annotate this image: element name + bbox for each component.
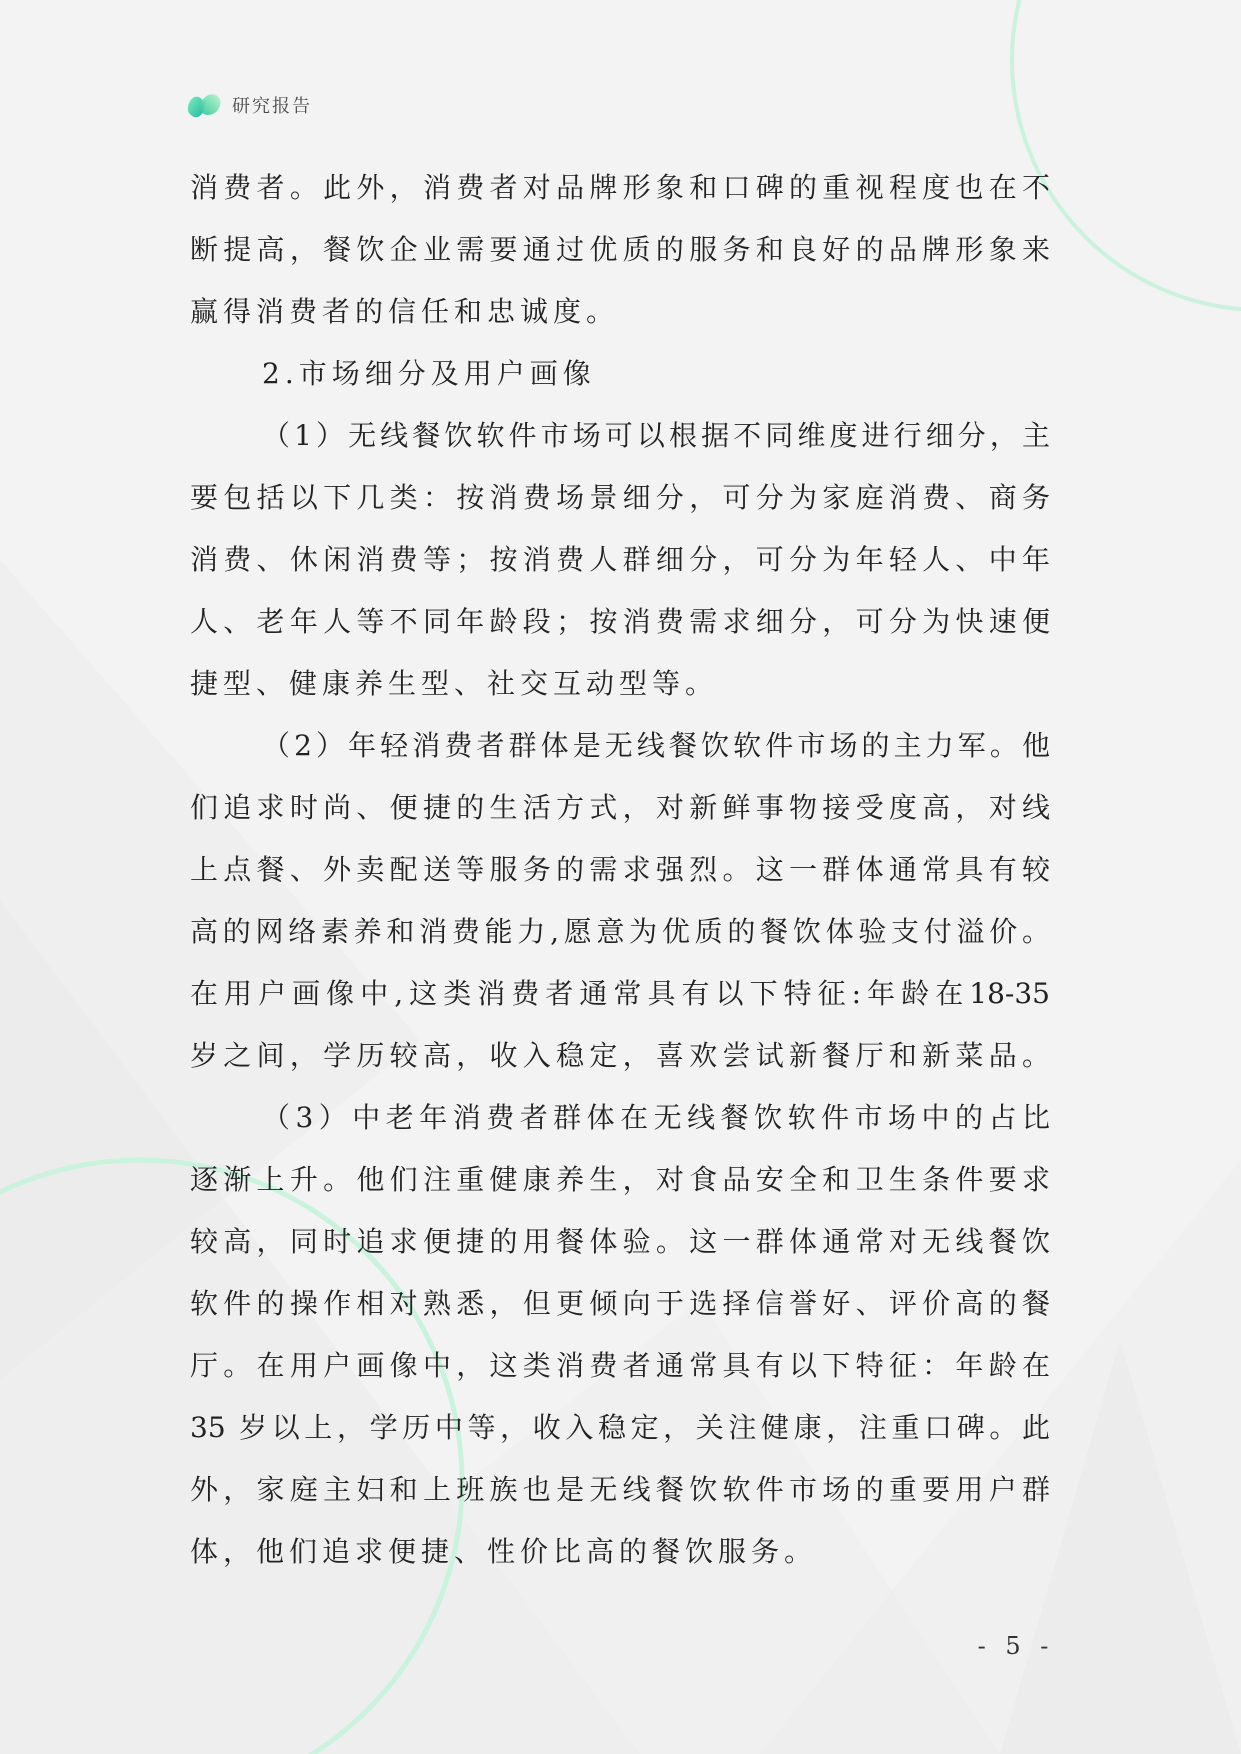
body-line: （1）无线餐饮软件市场可以根据不同维度进行细分，主 [262, 419, 1050, 452]
section-heading: 2.市场细分及用户画像 [262, 357, 596, 390]
body-line: 在用户画像中,这类消费者通常具有以下特征:年龄在18-35 [190, 977, 1050, 1010]
body-line: 消费者。此外，消费者对品牌形象和口碑的重视程度也在不 [190, 171, 1050, 204]
body-line: 厅。在用户画像中，这类消费者通常具有以下特征：年龄在 [190, 1349, 1050, 1382]
body-line: 35 岁以上，学历中等，收入稳定，关注健康，注重口碑。此 [190, 1411, 1050, 1444]
body-line: 逐渐上升。他们注重健康养生，对食品安全和卫生条件要求 [190, 1163, 1050, 1196]
body-line: 高的网络素养和消费能力,愿意为优质的餐饮体验支付溢价。 [190, 915, 1050, 948]
body-line: 断提高，餐饮企业需要通过优质的服务和良好的品牌形象来 [190, 233, 1050, 266]
body-line: 较高，同时追求便捷的用餐体验。这一群体通常对无线餐饮 [190, 1225, 1050, 1258]
body-line: 上点餐、外卖配送等服务的需求强烈。这一群体通常具有较 [190, 853, 1050, 886]
leaf-logo-icon [186, 89, 222, 121]
body-line: 岁之间，学历较高，收入稳定，喜欢尝试新餐厅和新菜品。 [190, 1039, 1050, 1072]
document-body [190, 157, 1050, 1583]
body-line: 体，他们追求便捷、性价比高的餐饮服务。 [190, 1535, 818, 1568]
body-line: 们追求时尚、便捷的生活方式，对新鲜事物接受度高，对线 [190, 791, 1050, 824]
body-line: 软件的操作相对熟悉，但更倾向于选择信誉好、评价高的餐 [190, 1287, 1050, 1320]
body-line: 捷型、健康养生型、社交互动型等。 [190, 667, 719, 700]
page-header [186, 88, 312, 122]
body-line: 赢得消费者的信任和忠诚度。 [190, 295, 620, 328]
body-line: 外，家庭主妇和上班族也是无线餐饮软件市场的重要用户群 [190, 1473, 1050, 1506]
page-number: - 5 - [977, 1632, 1055, 1660]
body-line: （3）中老年消费者群体在无线餐饮软件市场中的占比 [262, 1101, 1050, 1134]
body-line: 人、老年人等不同年龄段；按消费需求细分，可分为快速便 [190, 605, 1050, 638]
body-line: （2）年轻消费者群体是无线餐饮软件市场的主力军。他 [262, 729, 1050, 762]
body-line: 消费、休闲消费等；按消费人群细分，可分为年轻人、中年 [190, 543, 1050, 576]
header-title: 研究报告 [232, 96, 312, 117]
body-line: 要包括以下几类：按消费场景细分，可分为家庭消费、商务 [190, 481, 1050, 514]
